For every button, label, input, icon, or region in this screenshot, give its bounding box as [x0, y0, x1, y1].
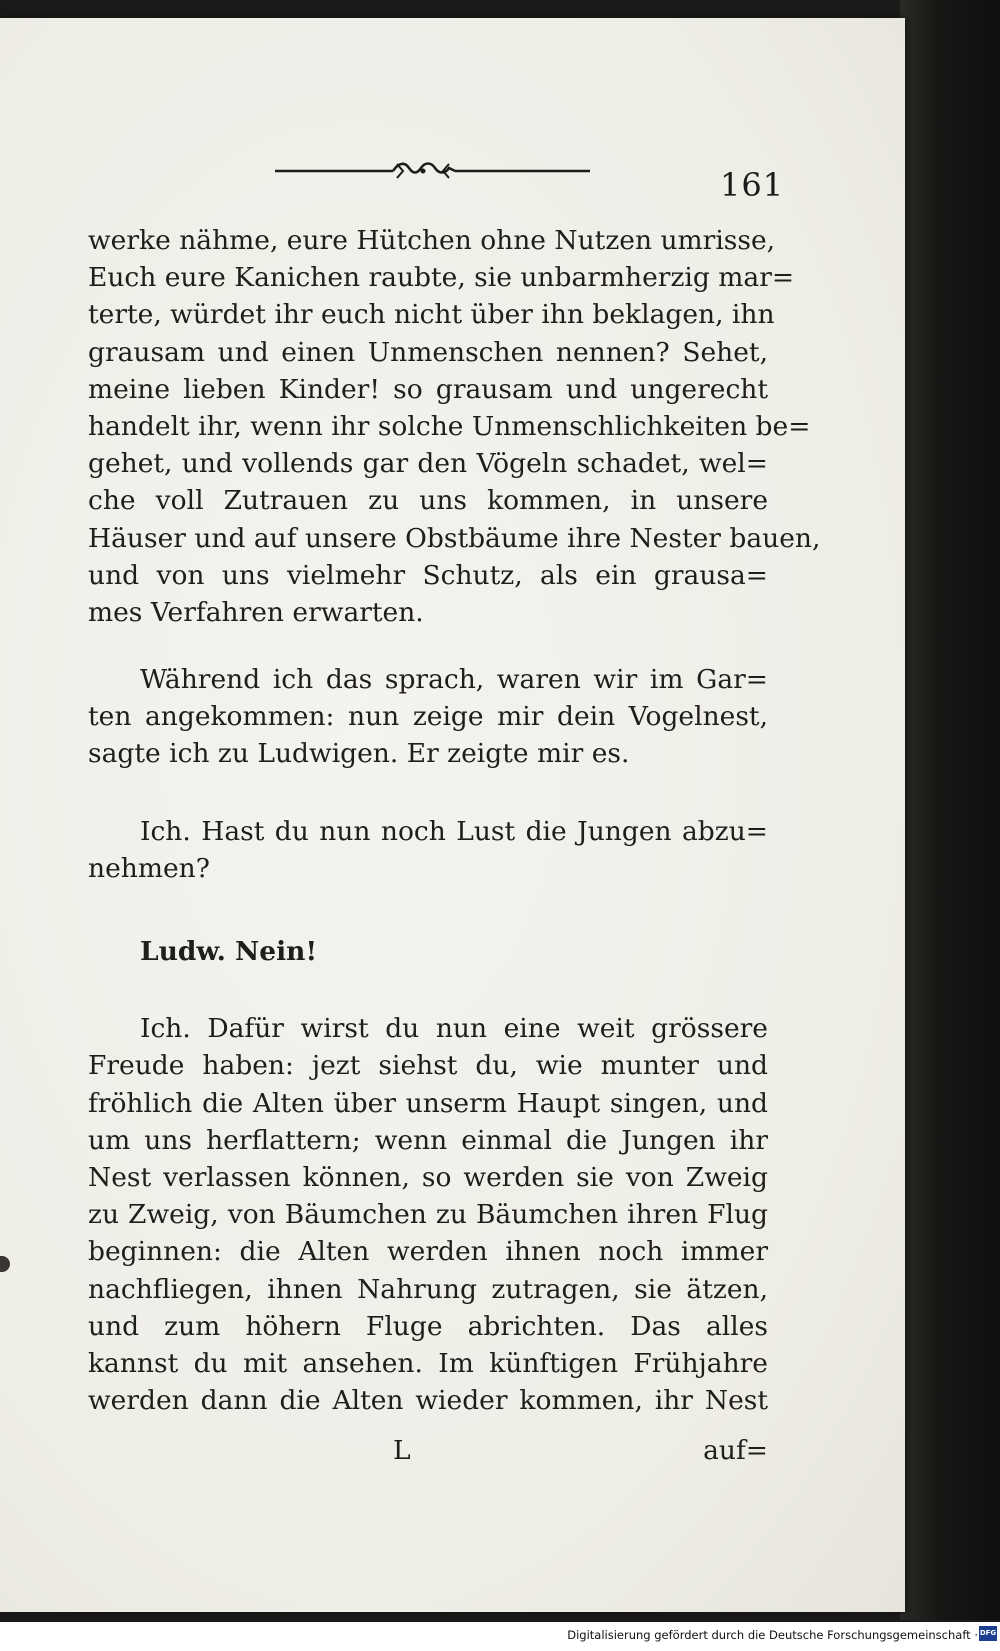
text-line: terte, würdet ihr euch nicht über ihn beklagen, ihn: [88, 299, 775, 331]
dialogue-line: Ludw. Nein!: [140, 936, 318, 967]
page-number: 161: [720, 166, 785, 204]
text-line: Freude haben: jezt siehst du, wie munter und: [88, 1050, 768, 1082]
dialogue-line: Ich. Hast du nun noch Lust die Jungen abzu=: [140, 815, 768, 847]
signature-mark: L: [393, 1435, 411, 1466]
text-line: mes Verfahren erwarten.: [88, 596, 424, 628]
text-line: Häuser und auf unsere Obstbäume ihre Nester bauen,: [88, 522, 821, 554]
margin-tab: [0, 1256, 10, 1272]
text-line: werke nähme, eure Hütchen ohne Nutzen umrisse,: [88, 225, 776, 256]
text-line: um uns herflattern; wenn einmal die Jungen ihr: [88, 1124, 768, 1156]
text-line: zu Zweig, von Bäumchen zu Bäumchen ihren Flug: [88, 1199, 768, 1231]
text-line: handelt ihr, wenn ihr solche Unmenschlichkeiten be=: [88, 410, 811, 442]
footer-bar: [0, 1622, 1000, 1651]
text-line: werden dann die Alten wieder kommen, ihr Nest: [88, 1385, 768, 1417]
text-line: grausam und einen Unmenschen nennen? Sehet,: [88, 336, 768, 368]
text-line: und zum höhern Fluge abrichten. Das alles: [88, 1310, 768, 1342]
text-line: und von uns vielmehr Schutz, als ein grausa=: [88, 559, 768, 591]
text-line: beginnen: die Alten werden ihnen noch immer: [88, 1236, 768, 1268]
ornamental-rule-icon: [275, 158, 590, 184]
body-text: [88, 222, 821, 1419]
text-line: meine lieben Kinder! so grausam und ungerecht: [88, 373, 768, 405]
text-line: sagte ich zu Ludwigen. Er zeigte mir es.: [88, 738, 630, 770]
text-line: che voll Zutrauen zu uns kommen, in unsere: [88, 485, 768, 517]
text-line: kannst du mit ansehen. Im künftigen Frühjahre: [88, 1347, 768, 1379]
text-line: Während ich das sprach, waren wir im Gar=: [140, 664, 768, 696]
text-line: nachfliegen, ihnen Nahrung zutragen, sie ätzen,: [88, 1273, 768, 1305]
text-line: gehet, und vollends gar den Vögeln schadet, wel=: [88, 448, 768, 480]
catchword-row: [88, 1435, 768, 1471]
text-line: ten angekommen: nun zeige mir dein Vogelnest,: [88, 701, 768, 733]
book-page: [0, 18, 905, 1612]
text-line: Nest verlassen können, so werden sie von Zweig: [88, 1161, 768, 1193]
text-line: fröhlich die Alten über unserm Haupt singen, und: [88, 1087, 768, 1119]
book-spine: [900, 0, 1000, 1620]
funding-credit: Digitalisierung gefördert durch die Deutsche Forschungsgemeinschaft ·: [567, 1628, 978, 1642]
text-line: Euch eure Kanichen raubte, sie unbarmherzig mar=: [88, 262, 795, 294]
dialogue-line: Ich. Dafür wirst du nun eine weit grössere: [140, 1013, 768, 1045]
catchword: auf=: [703, 1435, 768, 1466]
dialogue-line: nehmen?: [88, 852, 210, 884]
dfg-logo: DFG: [979, 1626, 997, 1641]
